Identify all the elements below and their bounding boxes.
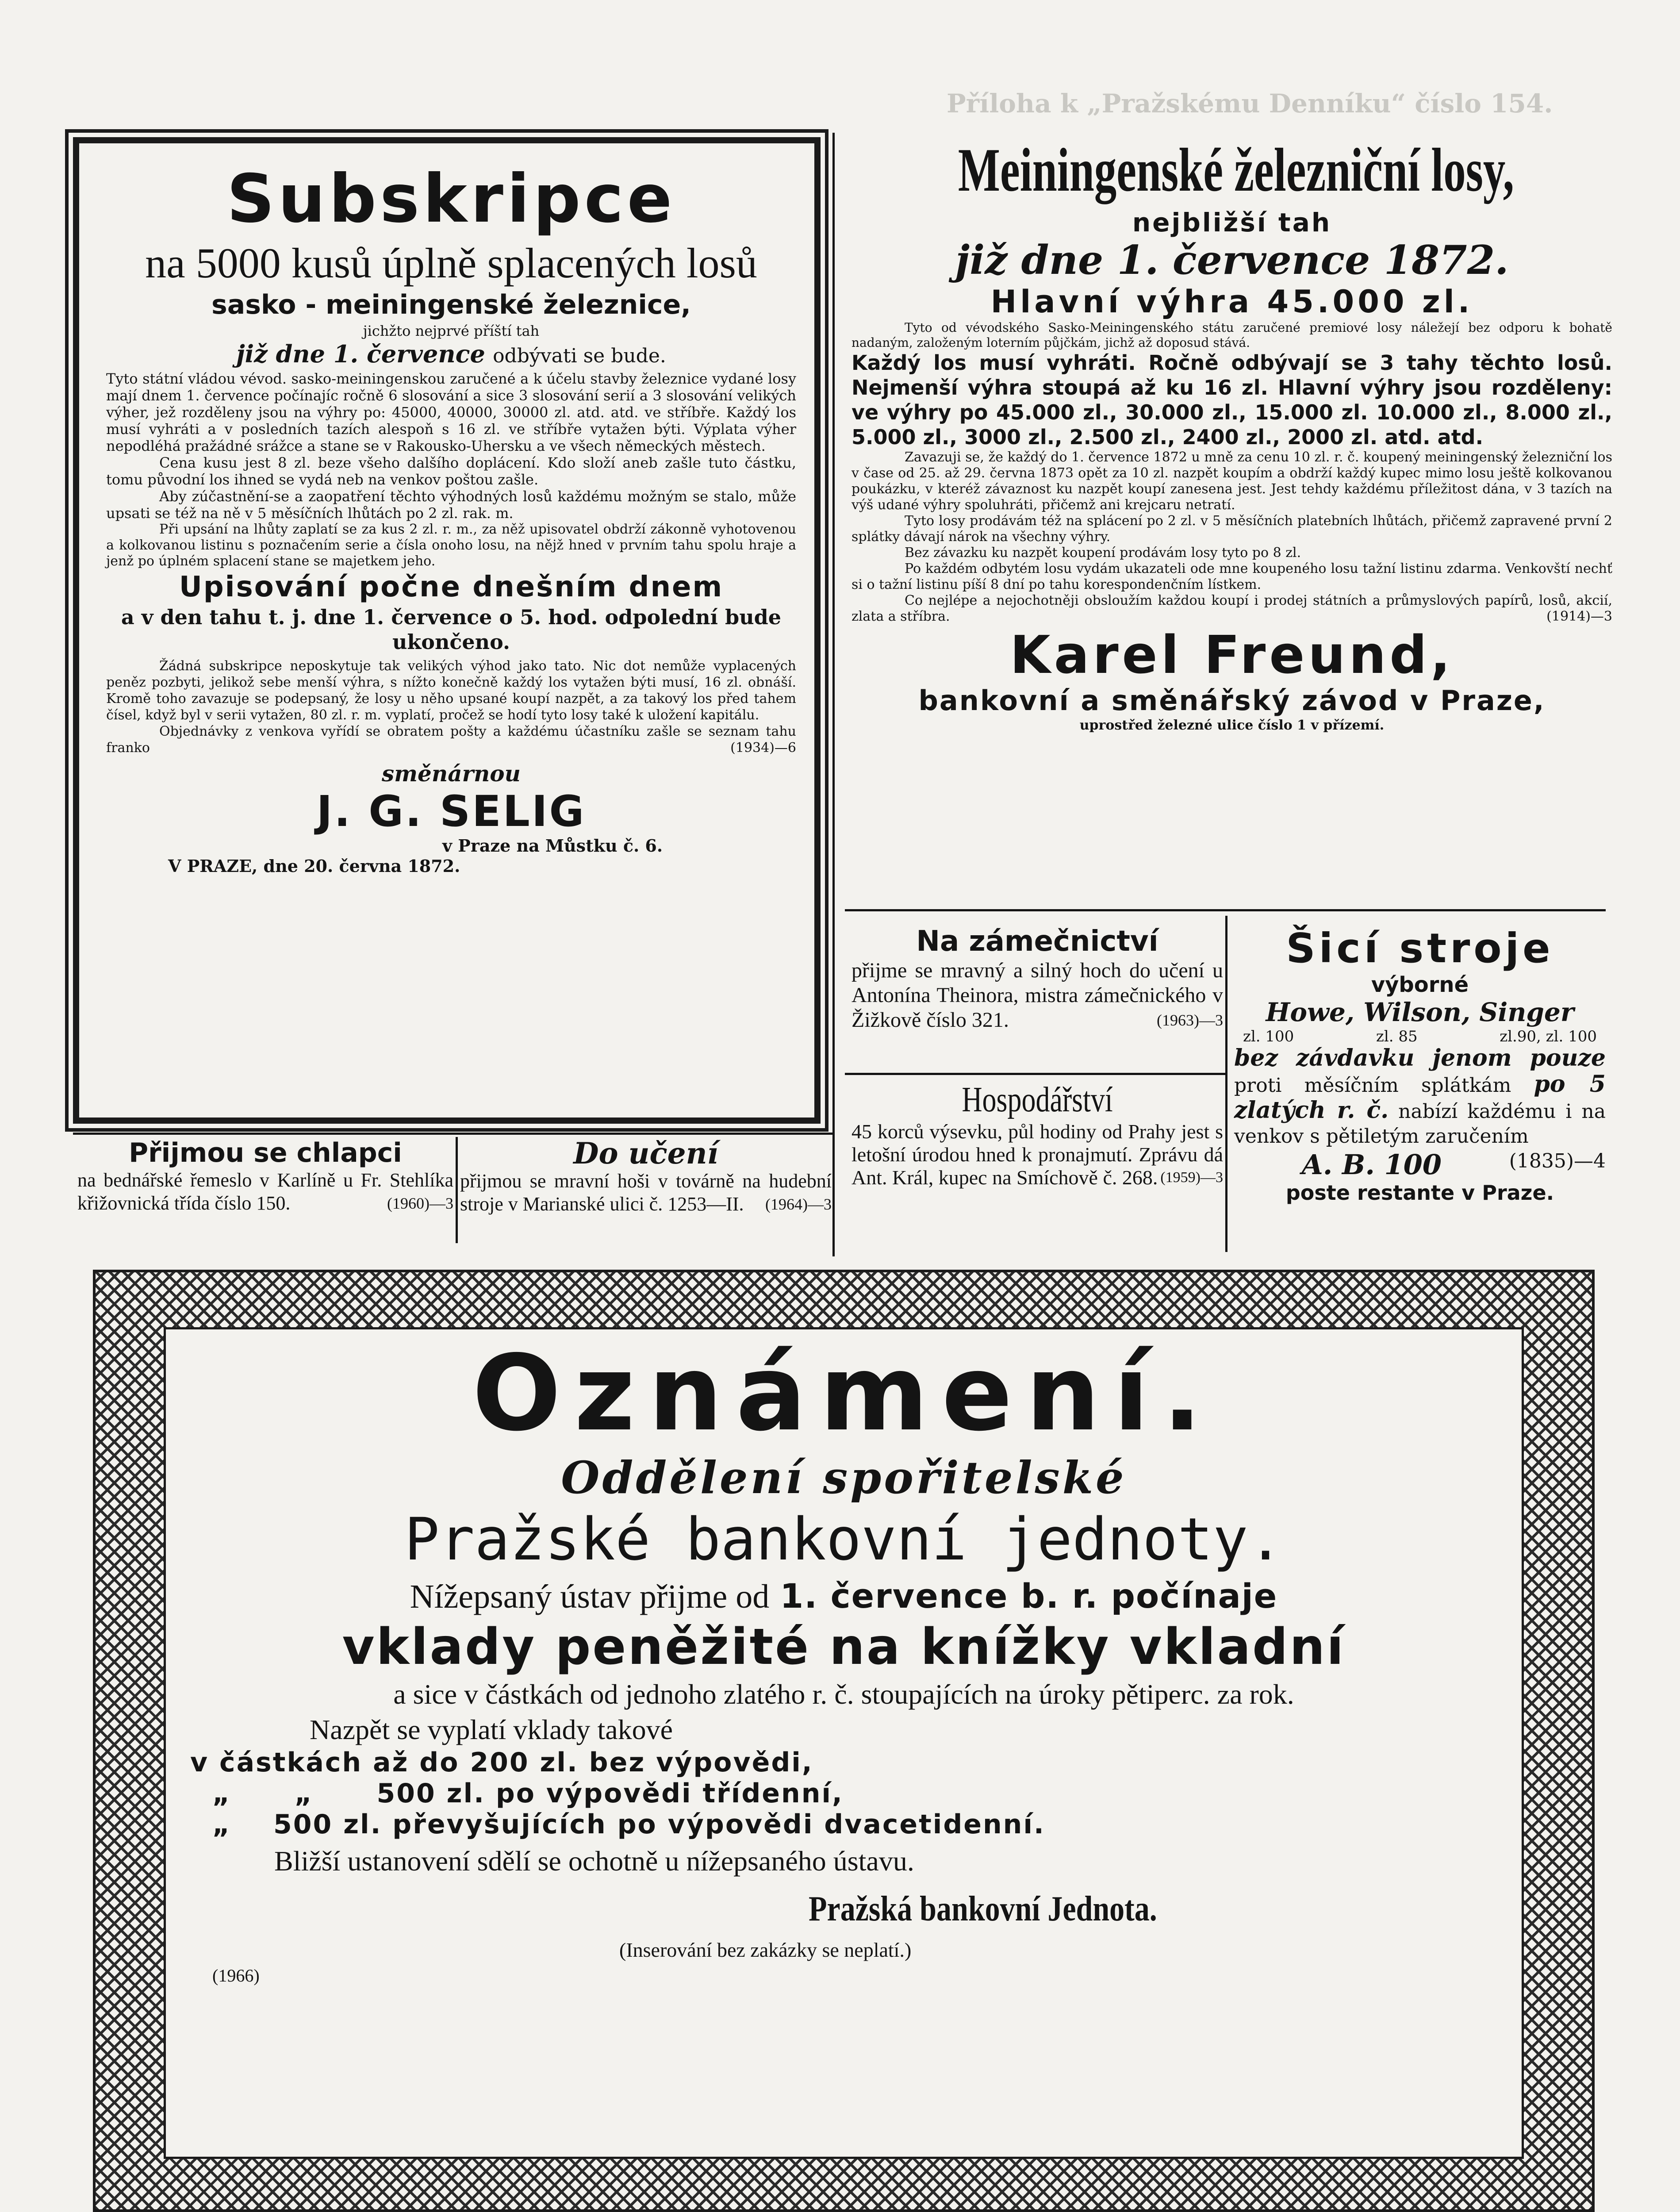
freund-body3: Tyto losy prodávám též na splácení po 2 zl. v 5 měsíčních platebních lhůtách, přičemž zapravené první 2 splátky dávají nárok na všechny výhry. bbox=[852, 513, 1612, 545]
selig-body2: Cena kusu jest 8 zl. beze všeho dalšího doplácení. Kdo složí aneb zašle tuto částku, tomu původní los ihned se vydá neb na venkov poštou zašle. bbox=[106, 454, 796, 488]
oznameni-l6: „ „ 500 zl. po výpovědi třídenní, bbox=[212, 1778, 844, 1809]
oznameni-l1b: 1. července b. r. počínaje bbox=[780, 1576, 1278, 1616]
oznameni-code: (1966) bbox=[212, 1966, 260, 1985]
sici-title: Šicí stroje bbox=[1286, 925, 1554, 972]
page-header: Příloha k „Pražskému Denníku“ číslo 154. bbox=[947, 88, 1553, 119]
chlapci-body-text: na bednářské řemeslo v Karlíně u Fr. Stehlíka křižovnická třída číslo 150. bbox=[77, 1169, 453, 1214]
selig-headline2: a v den tahu t. j. dne 1. července o 5. hod. odpolední bude ukončeno. bbox=[121, 605, 782, 654]
freund-body6 bbox=[852, 593, 1612, 625]
selig-body6 bbox=[106, 723, 796, 756]
freund-body6-text: Co nejlépe a nejochotněji obsloužím každou koupí i prodej státních a průmyslových papírů, losů, akcií, zlata a stříbra. bbox=[852, 593, 1612, 624]
sici-poste: poste restante v Praze. bbox=[1285, 1181, 1554, 1205]
oznameni-org: Pražské bankovní jednoty. bbox=[404, 1505, 1283, 1574]
ad-selig bbox=[106, 159, 796, 1115]
sici-price2: zl. 85 bbox=[1376, 1028, 1418, 1045]
selig-line4-italic: již dne 1. července bbox=[236, 340, 485, 368]
oznameni-l2: vklady peněžité na knížky vkladní bbox=[342, 1618, 1346, 1676]
sici-code: (1835)—4 bbox=[1509, 1150, 1606, 1172]
zamecnictvi-body-text: přijme se mravný a silný hoch do učení u Antonína Theinora, mistra zámečnického v Žižkově číslo 321. bbox=[852, 959, 1223, 1032]
selig-body1: Tyto státní vládou vévod. sasko-meiningenskou zaručené a k účelu stavby železnice vydané losy mají dnem 1. července počínajíc ročně 6 slosování a sice 3 slosování serií a 3 slosování velikých výher, jež rozděleny jsou na výhry po: 45000, 40000, 30000 zl. atd. atd. ve stříbře. Každý los musí vyhráti a v posledních tazích alespoň s 16 zl. ve stříbře vytažen býti. Výplata výher nepodléhá pražádné srážce a stane se v Rakousko-Uhersku a ve všech německých městech. bbox=[106, 370, 796, 454]
selig-date: V PRAZE, dne 20. června 1872. bbox=[168, 856, 460, 876]
selig-line4 bbox=[106, 340, 796, 370]
selig-body3: Aby zúčastnění-se a zaopatření těchto výhodných losů každému možným se stalo, může upsati se též na ně v 5 měsíčních lhůtách po 2 zl. rak. m. bbox=[106, 488, 796, 522]
sici-sig: A. B. 100 bbox=[1301, 1148, 1442, 1181]
hospodarstvi-body bbox=[852, 1120, 1223, 1189]
selig-sig-addr: v Praze na Můstku č. 6. bbox=[442, 836, 663, 856]
sici-prices bbox=[1234, 1027, 1606, 1046]
selig-sig-italic: směnárnou bbox=[381, 760, 521, 787]
selig-headline1: Upisování počne dnešním dnem bbox=[179, 571, 724, 603]
selig-line1: na 5000 kusů úplně splacených losů bbox=[145, 239, 757, 287]
rule-above-hospodarstvi bbox=[845, 1073, 1225, 1075]
freund-name: Karel Freund, bbox=[1010, 624, 1454, 685]
oznameni-title: Oznámení. bbox=[472, 1333, 1216, 1454]
rule-between-small-ads bbox=[456, 1137, 458, 1243]
sici-rest1: proti měsíčním splátkám bbox=[1234, 1074, 1511, 1097]
uceni-title: Do učení bbox=[573, 1136, 718, 1171]
zamecnictvi-code: (1963)—3 bbox=[1157, 1011, 1223, 1029]
ad-zamecnictvi bbox=[852, 925, 1223, 1071]
sici-rest2: nabízí každému i na venkov s pětiletým zaručením bbox=[1234, 1100, 1606, 1148]
uceni-body bbox=[460, 1170, 832, 1216]
rule-under-freund bbox=[845, 909, 1606, 911]
freund-title: Meiningenské železniční losy, bbox=[958, 136, 1514, 204]
freund-body5: Po každém odbytém losu vydám ukazateli ode mne koupeného losu tažní listinu zdarma. Venkovští nechť si o tažní listinu píší 8 dní po tahu korespondenčním lístkem. bbox=[852, 561, 1612, 592]
ad-oznameni bbox=[177, 1333, 1511, 2154]
selig-line4-rest: odbývati se bude. bbox=[493, 345, 666, 367]
selig-code: (1934)—6 bbox=[730, 740, 796, 756]
zamecnictvi-body bbox=[852, 958, 1223, 1033]
sici-bold2: po 5 zlatých r. č. bbox=[1234, 1071, 1606, 1124]
ad-hospodarstvi bbox=[852, 1079, 1223, 1248]
selig-title: Subskripce bbox=[226, 161, 676, 238]
sici-price1: zl. 100 bbox=[1243, 1028, 1294, 1045]
rule-under-selig bbox=[73, 1133, 834, 1135]
sici-brands: Howe, Wilson, Singer bbox=[1266, 997, 1574, 1027]
chlapci-title: Přijmou se chlapci bbox=[129, 1137, 402, 1168]
freund-sub2: již dne 1. července 1872. bbox=[955, 237, 1509, 284]
hospodarstvi-title: Hospodářství bbox=[962, 1080, 1113, 1119]
chlapci-code: (1960)—3 bbox=[387, 1194, 453, 1212]
uceni-code: (1964)—3 bbox=[765, 1195, 832, 1213]
uceni-body-text: přijmou se mravní hoši v továrně na hudební stroje v Marianské ulici č. 1253—II. bbox=[460, 1170, 832, 1215]
selig-body4: Při upsání na lhůty zaplatí se za kus 2 zl. r. m., za něž upisovatel obdrží zákonně vyhotovenou a kolkovanou listinu s poznačením serie a čísla onoho losu, na nějž hned v prvním tahu spolu hraje a jenž po úplném splacení stane se majetkem jeho. bbox=[106, 522, 796, 569]
freund-body1: Tyto od vévodského Sasko-Meiningenského státu zaručené premiové losy náležejí bez odporu k bohatě nadaným, založeným loterním půjčkám, jichž až doposud stává. bbox=[852, 320, 1612, 350]
freund-firm: bankovní a směnářský závod v Praze, bbox=[918, 684, 1546, 717]
selig-line3: jichžto nejprvé příští tah bbox=[363, 323, 540, 339]
oznameni-l5: v částkách až do 200 zl. bez výpovědi, bbox=[190, 1747, 813, 1778]
freund-big1: Každý los musí vyhráti. Ročně odbývají se 3 tahy těchto losů. Nejmenší výhra stoupá až ku 16 zl. Hlavní výhry jsou rozděleny: ve výhry po 45.000 zl., 30.000 zl., 15.000 zl. 10.000 zl., 8.000 zl., 5.000 zl., 3000 zl., 2.500 zl., 2400 zl., 2000 zl. atd. atd. bbox=[852, 351, 1612, 449]
ad-freund bbox=[852, 133, 1612, 911]
freund-sub3: Hlavní výhra 45.000 zl. bbox=[990, 284, 1473, 320]
column-rule-right bbox=[1225, 916, 1227, 1252]
freund-body4: Bez závazku ku nazpět koupení prodávám losy tyto po 8 zl. bbox=[905, 545, 1301, 561]
selig-body5: Žádná subskripce neposkytuje tak velikých výhod jako tato. Nic dot nemůže vyplacených peněz pozbyti, jelikož sebe menší výhra, s nížto konečně každý los vytažen býti musí, 16 zl. obnáší. Kromě toho zavazuje se podepsaný, že losy u něho upsané koupí nazpět, a za takový los před tahem čísel, když byl v serii vytažen, 80 zl. r. m. vyplatí, pročež se hodí tyto losy také k uložení kapitálu. bbox=[106, 658, 796, 723]
freund-code: (1914)—3 bbox=[1546, 609, 1612, 624]
oznameni-sig: Pražská bankovní Jednota. bbox=[809, 1889, 1157, 1928]
selig-line2: sasko - meiningenské železnice, bbox=[211, 289, 691, 320]
hospodarstvi-body-text: 45 korců výsevku, půl hodiny od Prahy jest s letošní úrodou hned k pronajmutí. Zprávu dá Ant. Král, kupec na Smíchově č. 268. bbox=[852, 1120, 1223, 1189]
hospodarstvi-code: (1959)—3 bbox=[1160, 1169, 1223, 1186]
ad-chlapci bbox=[77, 1137, 453, 1243]
sici-sub: výborné bbox=[1371, 972, 1469, 997]
oznameni-l1 bbox=[177, 1575, 1511, 1618]
ad-sici bbox=[1234, 925, 1606, 1239]
oznameni-l7: „ 500 zl. převyšujících po výpovědi dvacetidenní. bbox=[212, 1809, 1045, 1840]
oznameni-l1a: Nížepsaný ústav přijme od bbox=[410, 1578, 770, 1615]
freund-sub1: nejbližší tah bbox=[1132, 207, 1332, 238]
selig-body6-text: Objednávky z venkova vyřídí se obratem pošty a každému účastníku zašle se seznam tahu franko bbox=[106, 724, 796, 756]
column-rule-top bbox=[832, 133, 835, 1256]
oznameni-note: (Inserování bez zakázky se neplatí.) bbox=[619, 1939, 912, 1961]
chlapci-body bbox=[77, 1169, 453, 1215]
freund-addr: uprostřed železné ulice číslo 1 v přízemí. bbox=[1079, 718, 1385, 733]
oznameni-l8: Bližší ustanovení sdělí se ochotně u nížepsaného ústavu. bbox=[274, 1845, 914, 1877]
oznameni-l4: Nazpět se vyplatí vklady takové bbox=[310, 1714, 673, 1745]
oznameni-l3: a sice v částkách od jednoho zlatého r. č. stoupajících na úroky pětiperc. za rok. bbox=[393, 1678, 1294, 1710]
sici-bold1: bez závdavku jenom pouze bbox=[1234, 1045, 1606, 1071]
ad-uceni bbox=[460, 1137, 832, 1243]
selig-sig-name: J. G. SELIG bbox=[316, 787, 586, 836]
sici-price3: zl.90, zl. 100 bbox=[1500, 1028, 1597, 1045]
zamecnictvi-title: Na zámečnictví bbox=[916, 925, 1158, 958]
freund-body2: Zavazuji se, že každý do 1. července 1872 u mně za cenu 10 zl. r. č. koupený meiningenský železniční los v čase od 25. až 29. června 1873 opět za 10 zl. nazpět koupím a obdrží každý kupec mimo losu ještě kolkovanou poukázku, v kteréž závaznost ku nazpět koupí zanesena jest. Jest tehdy každému příležitost dána, v 3 tazích na výš udané výhry spoluhráti, přičemž ani krejcaru netratí. bbox=[852, 449, 1612, 513]
oznameni-sub: Oddělení spořitelské bbox=[561, 1452, 1127, 1504]
